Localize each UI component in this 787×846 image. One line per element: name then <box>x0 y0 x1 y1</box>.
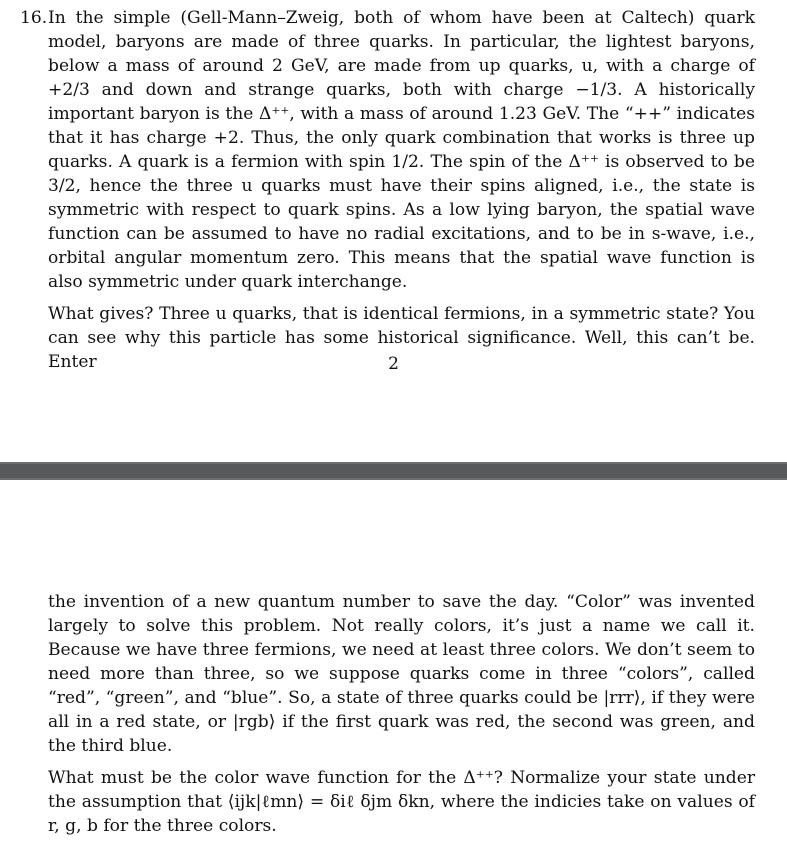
paragraph-question-2: What must be the color wave function for the Δ⁺⁺? Normalize your state under the assumption that ⟨ijk|ℓmn⟩ = δiℓ δjm δkn, where the indicies take on values of r, g, b for the three colors. <box>48 768 755 836</box>
paragraph-color-intro: the invention of a new quantum number to save the day. “Color” was invented largely to solve this problem. Not really colors, it’s just a name we call it. Because we have three fermions, we need at least three colors. We don’t seem to need more than three, so we suppose quarks come in three “colors”, called “red”, “green”, and “blue”. So, a state of three quarks could be |rrr⟩, if they were all in a red state, or |rgb⟩ if the first quark was red, the second was green, and the third blue. <box>48 592 755 756</box>
problem-number: 16. <box>20 8 48 28</box>
page-number: 2 <box>388 354 399 374</box>
paragraph-question-1: What gives? Three u quarks, that is identical fermions, in a symmetric state? You can see why this particle has some historical significance. Well, this can’t be. Enter <box>48 304 755 372</box>
problem-text-bottom <box>48 590 755 846</box>
separator-edge-top <box>0 462 787 464</box>
page-bottom <box>0 480 787 836</box>
paragraph-intro: In the simple (Gell-Mann–Zweig, both of whom have been at Caltech) quark model, baryons are made of three quarks. In particular, the lightest baryons, below a mass of around 2 GeV, are made from up quarks, u, with a charge of +2/3 and down and strange quarks, both with charge −1/3. A historically important baryon is the Δ⁺⁺, with a mass of around 1.23 GeV. The “++” indicates that it has charge +2. Thus, the only quark combination that works is three up quarks. A quark is a fermion with spin 1/2. The spin of the Δ⁺⁺ is observed to be 3/2, hence the three u quarks must have their spins aligned, i.e., the state is symmetric with respect to quark spins. As a low lying baryon, the spatial wave function can be assumed to have no radial excitations, and to be in s-wave, i.e., orbital angular momentum zero. This means that the spatial wave function is also symmetric under quark interchange. <box>48 8 755 292</box>
problem-text-top <box>48 6 755 382</box>
page-separator <box>0 462 787 480</box>
